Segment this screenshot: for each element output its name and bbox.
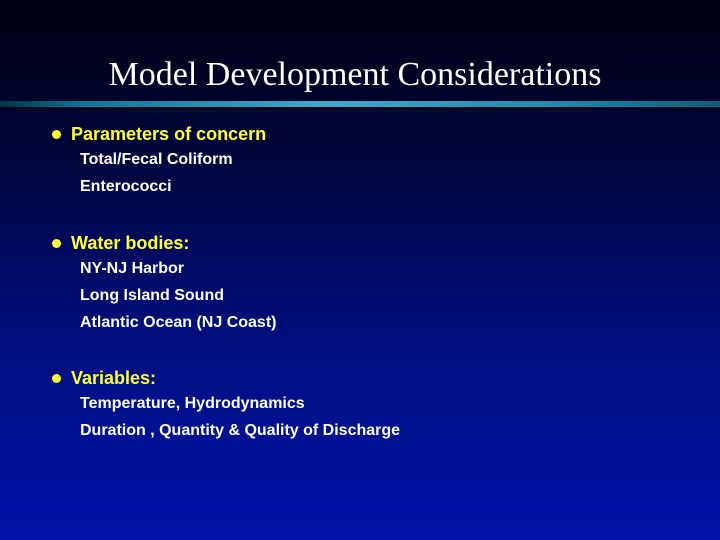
section-variables [52, 368, 400, 448]
bullet-parameters [52, 124, 267, 150]
section-parameters [52, 124, 267, 204]
bullet-dot-icon [52, 239, 61, 248]
sub-item: Atlantic Ocean (NJ Coast) [80, 314, 277, 331]
bullet-water-bodies [52, 233, 276, 259]
title-underline-shadow [0, 107, 720, 109]
bullet-dot-icon [52, 374, 61, 383]
slide-title: Model Development Considerations [108, 56, 602, 93]
bullet-heading: Variables: [71, 368, 157, 388]
section-water-bodies [52, 233, 276, 340]
bullet-variables [52, 368, 400, 394]
sub-item: NY-NJ Harbor [80, 260, 185, 277]
sub-item: Total/Fecal Coliform [80, 151, 233, 168]
sub-list [52, 259, 276, 340]
bullet-heading: Water bodies: [71, 233, 190, 253]
sub-item: Duration , Quantity & Quality of Discharge [80, 422, 401, 439]
sub-item: Long Island Sound [80, 287, 224, 304]
sub-list [52, 150, 233, 204]
sub-item: Temperature, Hydrodynamics [80, 395, 305, 412]
bullet-heading: Parameters of concern [71, 124, 267, 144]
sub-item: Enterococci [80, 178, 172, 195]
bullet-dot-icon [52, 130, 61, 139]
sub-list [52, 394, 400, 448]
